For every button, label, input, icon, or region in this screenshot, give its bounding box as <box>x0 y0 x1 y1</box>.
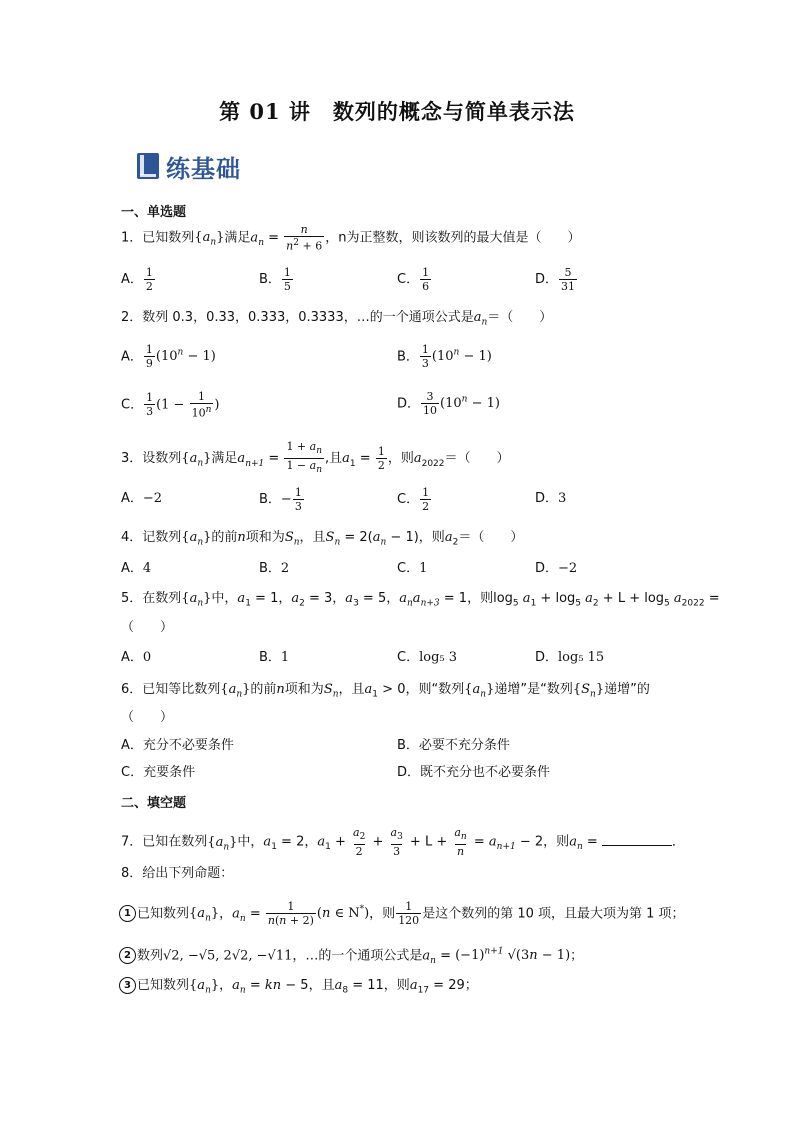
question-4: 4．记数列$\{a_n\}$的前n项和为$S_n$，且$S_n = 2(a_n - 1)$，则$a_2=$（ ） <box>121 530 524 548</box>
q1-option-b[interactable]: B． $\frac{1}{5}$ <box>259 266 291 293</box>
q2-option-a[interactable]: A． $\frac{1}{9}$ $(10^n - 1)$ <box>121 343 216 371</box>
banner-text: 练基础 <box>166 154 241 183</box>
q3-option-c[interactable]: C． $\frac{1}{2}$ <box>397 486 430 513</box>
q2-option-d[interactable]: D． $\frac{3}{10}$ $(10^n - 1)$ <box>397 390 500 418</box>
q4-option-c[interactable]: C．1 <box>397 561 428 576</box>
page-title: 第 01 讲 数列的概念与简单表示法 <box>219 99 575 124</box>
q2-option-c[interactable]: C． $\frac{1}{3}$ (1 − $\frac{1}{10^n}$ ) <box>121 390 220 420</box>
q6-answer-paren: （ ） <box>121 710 174 725</box>
q1-option-c[interactable]: C． $\frac{1}{6}$ <box>397 266 430 293</box>
q5-answer-paren: （ ） <box>121 620 174 635</box>
q8-statement-1: 1 已知数列$\{a_n\}$，$a_n$ = $\frac{1}{n(n + 2)}$ (n ∈ N*)，则 $\frac{1}{120}$ 是这个数列的第 10 项，且最大项为第 1 项； <box>119 900 685 929</box>
section-heading-single-choice: 一、单选题 <box>121 205 187 220</box>
question-5: 5．在数列$\{a_n\}$中，$a_1 = 1$，$a_2 = 3$，$a_3 = 5$，$a_na_{n+3} = 1$，则$\log_5 a_1 + \log_5 a_2 + L + \log_5 a_{2022}$ = <box>121 591 720 609</box>
q5-option-d[interactable]: D．log₅ 15 <box>535 650 605 665</box>
q6-option-c[interactable]: C．充要条件 <box>121 765 196 780</box>
book-icon <box>137 153 159 179</box>
q8-statement-3: 3 已知数列$\{a_n\}$，$a_n$ = kn − 5，且$a_8 = 11$，则$a_{17} = 29$； <box>119 976 478 1001</box>
question-8: 8．给出下列命题： <box>121 866 234 881</box>
question-3: 3．设数列$\{a_n\}$满足$a_{n+1}$ = $\frac{1 + a_n}{1 - a_n}$ ,且$a_1$ = $\frac{1}{2}$ ，则$a_{2022}=$（ ） <box>121 440 510 476</box>
q3-option-b[interactable]: B．− $\frac{1}{3}$ <box>259 486 302 513</box>
q2-option-b[interactable]: B． $\frac{1}{3}$ $(10^n - 1)$ <box>397 343 492 371</box>
q4-option-b[interactable]: B．2 <box>259 561 290 576</box>
question-6: 6．已知等比数列$\{a_n\}$的前n项和为$S_n$，且$a_1 > 0$，则“数列$\{a_n\}$递增”是“数列$\{S_n\}$递增”的 <box>121 682 650 700</box>
q1-option-a[interactable]: A． $\frac{1}{2}$ <box>121 266 153 293</box>
question-2: 2．数列 0.3，0.33，0.333，0.3333，…的一个通项公式是$a_n=$（ ） <box>121 310 553 328</box>
answer-blank[interactable] <box>602 833 672 846</box>
q5-option-b[interactable]: B．1 <box>259 650 290 665</box>
question-7: 7．已知在数列$\{a_n\}$中，$a_1 = 2$，$a_1$ + $\frac{a_2}{2}$ + $\frac{a_3}{3}$ + L + $\frac{a_n}{n}$ = $a_{n+1} - 2$，则$a_n$ = ． <box>121 826 685 859</box>
q6-option-a[interactable]: A．充分不必要条件 <box>121 738 234 753</box>
q5-option-c[interactable]: C．log₅ 3 <box>397 650 457 665</box>
q4-option-a[interactable]: A．4 <box>121 561 152 576</box>
q1-option-d[interactable]: D． $\frac{5}{31}$ <box>535 266 576 293</box>
section-heading-fill-blank: 二、填空题 <box>121 796 187 811</box>
q8-statement-2: 2 数列√2, −√5, 2√2, −√11，…的一个通项公式是$a_n = (-1)^{n+1}$ √(3n − 1)； <box>119 942 583 971</box>
section-banner <box>137 150 241 182</box>
q3-option-d[interactable]: D．3 <box>535 491 567 506</box>
q5-option-a[interactable]: A．0 <box>121 650 152 665</box>
q6-option-b[interactable]: B．必要不充分条件 <box>397 738 510 753</box>
q3-option-a[interactable]: A．−2 <box>121 491 163 506</box>
question-1: 1．已知数列$\{a_n\}$满足$a_n$ = $\frac{n}{n^2 + 6}$ ，n为正整数，则该数列的最大值是（ ） <box>121 223 581 253</box>
q6-option-d[interactable]: D．既不充分也不必要条件 <box>397 765 551 780</box>
q4-option-d[interactable]: D．−2 <box>535 561 578 576</box>
